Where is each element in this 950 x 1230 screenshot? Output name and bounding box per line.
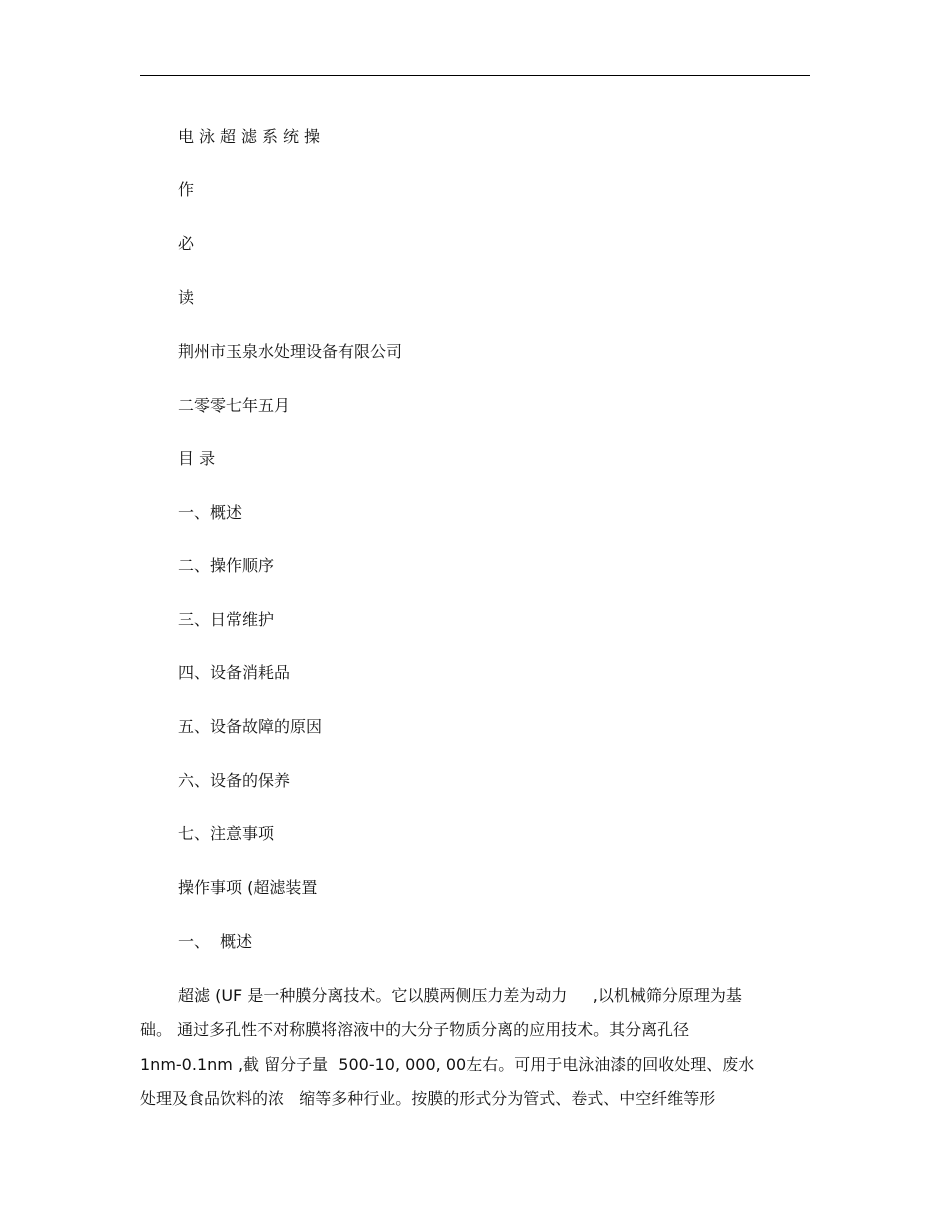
- paragraph-line: 超滤 (UF 是一种膜分离技术。它以膜两侧压力差为动力 ,以机械筛分原理为基: [178, 986, 742, 1005]
- header-rule: [140, 75, 810, 76]
- paragraph-line: 础。 通过多孔性不对称膜将溶液中的大分子物质分离的应用技术。其分离孔径: [140, 1020, 690, 1039]
- toc-item: 二、操作顺序: [178, 556, 275, 575]
- title-line-4: 读: [178, 288, 195, 307]
- toc-heading: 目 录: [178, 449, 216, 468]
- toc-item: 一、概述: [178, 503, 243, 522]
- document-date: 二零零七年五月: [178, 396, 291, 415]
- toc-item: 六、设备的保养: [178, 771, 291, 790]
- company-name: 荆州市玉泉水处理设备有限公司: [178, 342, 403, 361]
- toc-item: 三、日常维护: [178, 610, 275, 629]
- paragraph-line: 处理及食品饮料的浓 缩等多种行业。按膜的形式分为管式、卷式、中空纤维等形: [140, 1089, 716, 1108]
- toc-item: 五、设备故障的原因: [178, 717, 323, 736]
- title-line-3: 必: [178, 234, 195, 253]
- paragraph-line: 1nm-0.1nm ,截 留分子量 500-10, 000, 00左右。可用于电泳油漆的回收处理、废水: [140, 1055, 755, 1074]
- toc-item: 四、设备消耗品: [178, 663, 291, 682]
- toc-item: 七、注意事项: [178, 824, 275, 843]
- title-line-2: 作: [178, 180, 195, 199]
- title-line-1: 电泳超滤系统操: [178, 127, 326, 146]
- section-title: 操作事项 (超滤装置: [178, 878, 318, 897]
- section-heading: 一、 概述: [178, 932, 253, 951]
